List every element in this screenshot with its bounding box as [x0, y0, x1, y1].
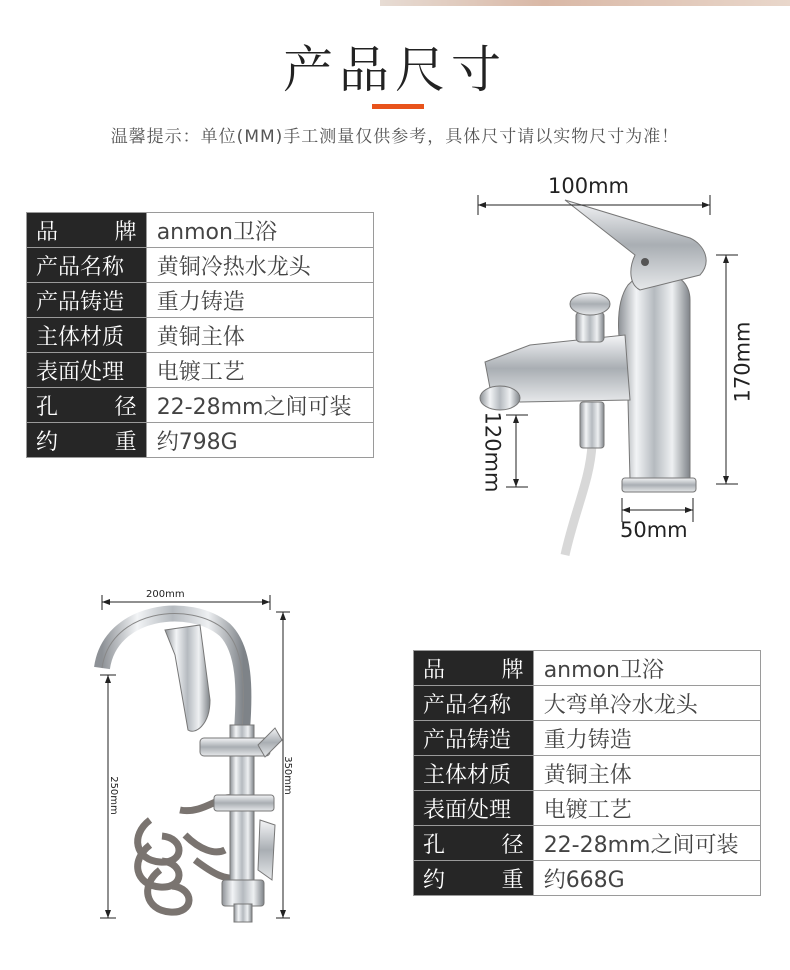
spec-table-2 [413, 650, 761, 896]
faucet-1-lever [565, 200, 706, 290]
hose-1 [565, 445, 592, 555]
spec-row-name [414, 686, 761, 721]
spec-value: 黄铜主体 [533, 756, 760, 791]
spec-row-casting [414, 721, 761, 756]
dim-width-1: 100mm [548, 174, 629, 198]
spec-label: 主体材质 [27, 318, 147, 353]
spec-row-brand [27, 213, 374, 248]
spec-value: 约798G [146, 423, 373, 458]
spec-row-casting [27, 283, 374, 318]
spec-label: 产品铸造 [27, 283, 147, 318]
title-underline [372, 104, 424, 109]
spec-row-material [27, 318, 374, 353]
spec-row-finish [414, 791, 761, 826]
spec-value: 重力铸造 [533, 721, 760, 756]
spec-row-hole [27, 388, 374, 423]
dim-height-2: 350mm [281, 756, 293, 795]
spec-label: 产品名称 [414, 686, 534, 721]
dim-spout-1: 120mm [480, 411, 505, 493]
spec-row-hole [414, 826, 761, 861]
spec-label: 品 牌 [414, 651, 534, 686]
spec-label: 产品名称 [27, 248, 147, 283]
top-decor-bar [380, 0, 790, 6]
spec-label: 主体材质 [414, 756, 534, 791]
spec-value: 22-28mm之间可装 [146, 388, 373, 423]
spec-label: 表面处理 [414, 791, 534, 826]
dim-base-1: 50mm [620, 518, 688, 542]
spec-row-name [27, 248, 374, 283]
spec-label: 孔 径 [414, 826, 534, 861]
spec-row-material [414, 756, 761, 791]
spec-row-brand [414, 651, 761, 686]
spec-label: 产品铸造 [414, 721, 534, 756]
spec-value: 22-28mm之间可装 [533, 826, 760, 861]
spec-value: anmon卫浴 [533, 651, 760, 686]
spec-value: anmon卫浴 [146, 213, 373, 248]
spec-value: 电镀工艺 [146, 353, 373, 388]
spec-label: 约 重 [414, 861, 534, 896]
faucet-2-spout [102, 614, 243, 730]
faucet-1-body [618, 272, 690, 480]
coiled-hose-2 [138, 798, 240, 912]
spec-row-weight [414, 861, 761, 896]
spec-row-weight [27, 423, 374, 458]
dim-height-1: 170mm [730, 321, 755, 403]
spec-row-finish [27, 353, 374, 388]
page-title: 产品尺寸 [283, 41, 507, 99]
spec-value: 黄铜主体 [146, 318, 373, 353]
spec-label: 表面处理 [27, 353, 147, 388]
dim-spout-2: 250mm [107, 776, 119, 815]
spec-value: 约668G [533, 861, 760, 896]
faucet-2-sprayer [165, 625, 210, 731]
dim-width-2: 200mm [146, 589, 185, 600]
spec-table-1 [26, 212, 374, 458]
spec-label: 品 牌 [27, 213, 147, 248]
faucet-1-spout [485, 335, 630, 402]
spec-value: 重力铸造 [146, 283, 373, 318]
spec-label: 约 重 [27, 423, 147, 458]
spec-label: 孔 径 [27, 388, 147, 423]
spec-value: 黄铜冷热水龙头 [146, 248, 373, 283]
measurement-notice: 温馨提示：单位(MM)手工测量仅供参考，具体尺寸请以实物尺寸为准！ [110, 127, 680, 147]
spec-value: 电镀工艺 [533, 791, 760, 826]
spec-value: 大弯单冷水龙头 [533, 686, 760, 721]
